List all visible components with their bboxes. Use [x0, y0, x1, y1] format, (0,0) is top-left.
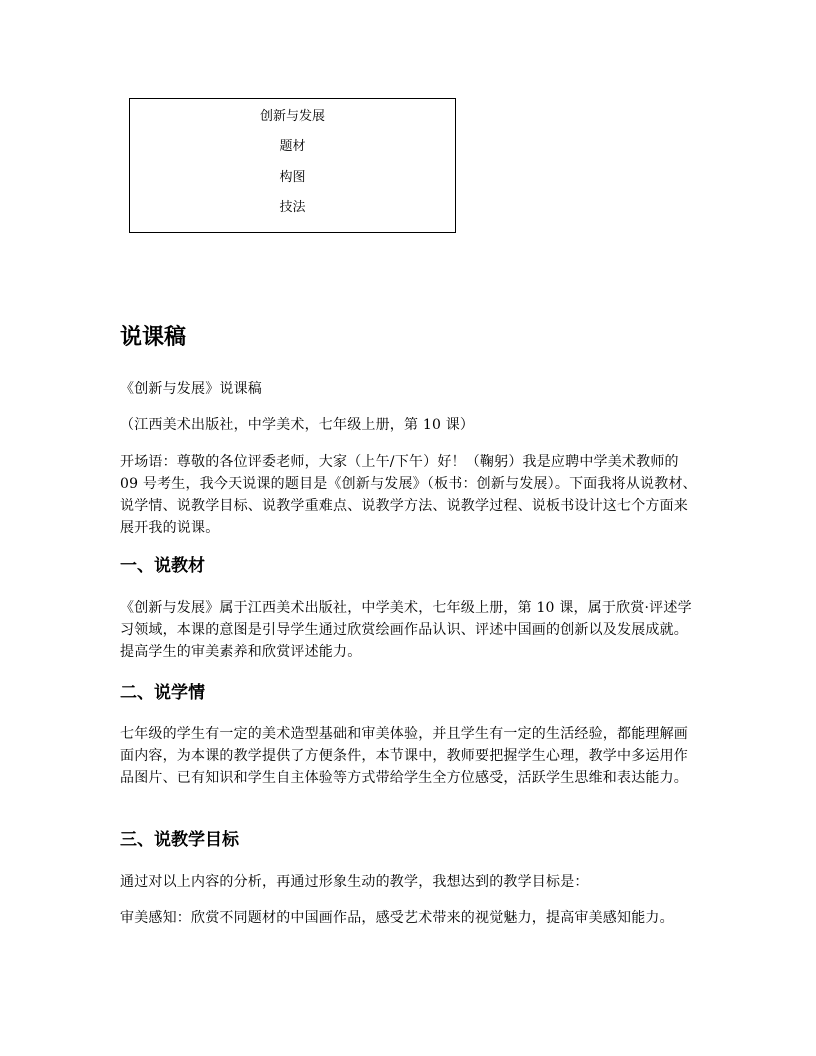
textbook-paragraph: 《创新与发展》属于江西美术出版社，中学美术，七年级上册，第 10 课，属于欣赏·评述学习领域，本课的意图是引导学生通过欣赏绘画作品认识、评述中国画的创新以及发展成就。提高学生的审美素养和欣赏评述能力。 — [120, 600, 692, 660]
board-line-technique: 技法 — [279, 200, 306, 215]
section-heading-students: 二、说学情 — [120, 683, 205, 703]
board-line-composition: 构图 — [279, 170, 306, 185]
document-title: 说课稿 — [120, 325, 187, 350]
lesson-subtitle: 《创新与发展》说课稿 — [120, 381, 262, 397]
section-heading-textbook: 一、说教材 — [120, 556, 205, 576]
goal-aesthetic-paragraph: 审美感知：欣赏不同题材的中国画作品，感受艺术带来的视觉魅力，提高审美感知能力。 — [120, 910, 674, 926]
students-paragraph: 七年级的学生有一定的美术造型基础和审美体验，并且学生有一定的生活经验，都能理解画面内容，为本课的教学提供了方便条件，本节课中，教师要把握学生心理，教学中多运用作品图片、已有知识和学生自主体验等方式带给学生全方位感受，活跃学生思维和表达能力。 — [120, 726, 688, 786]
goals-intro-paragraph: 通过对以上内容的分析，再通过形象生动的教学，我想达到的教学目标是： — [120, 874, 589, 890]
board-line-subject: 题材 — [279, 139, 306, 154]
section-heading-goals: 三、说教学目标 — [120, 830, 239, 850]
lesson-source: （江西美术出版社，中学美术，七年级上册，第 10 课） — [120, 417, 475, 433]
opening-paragraph: 开场语：尊敬的各位评委老师，大家（上午/下午）好！（鞠躬）我是应聘中学美术教师的 09 号考生，我今天说课的题目是《创新与发展》（板书：创新与发展）。下面我将从说教材、说学情、说教学目标、说教学重难点、说教学方法、说教学过程、说板书设计这七个方面来展开我的说课。 — [120, 454, 697, 536]
blackboard-design-box — [129, 98, 456, 233]
board-line-topic: 创新与发展 — [259, 109, 325, 124]
